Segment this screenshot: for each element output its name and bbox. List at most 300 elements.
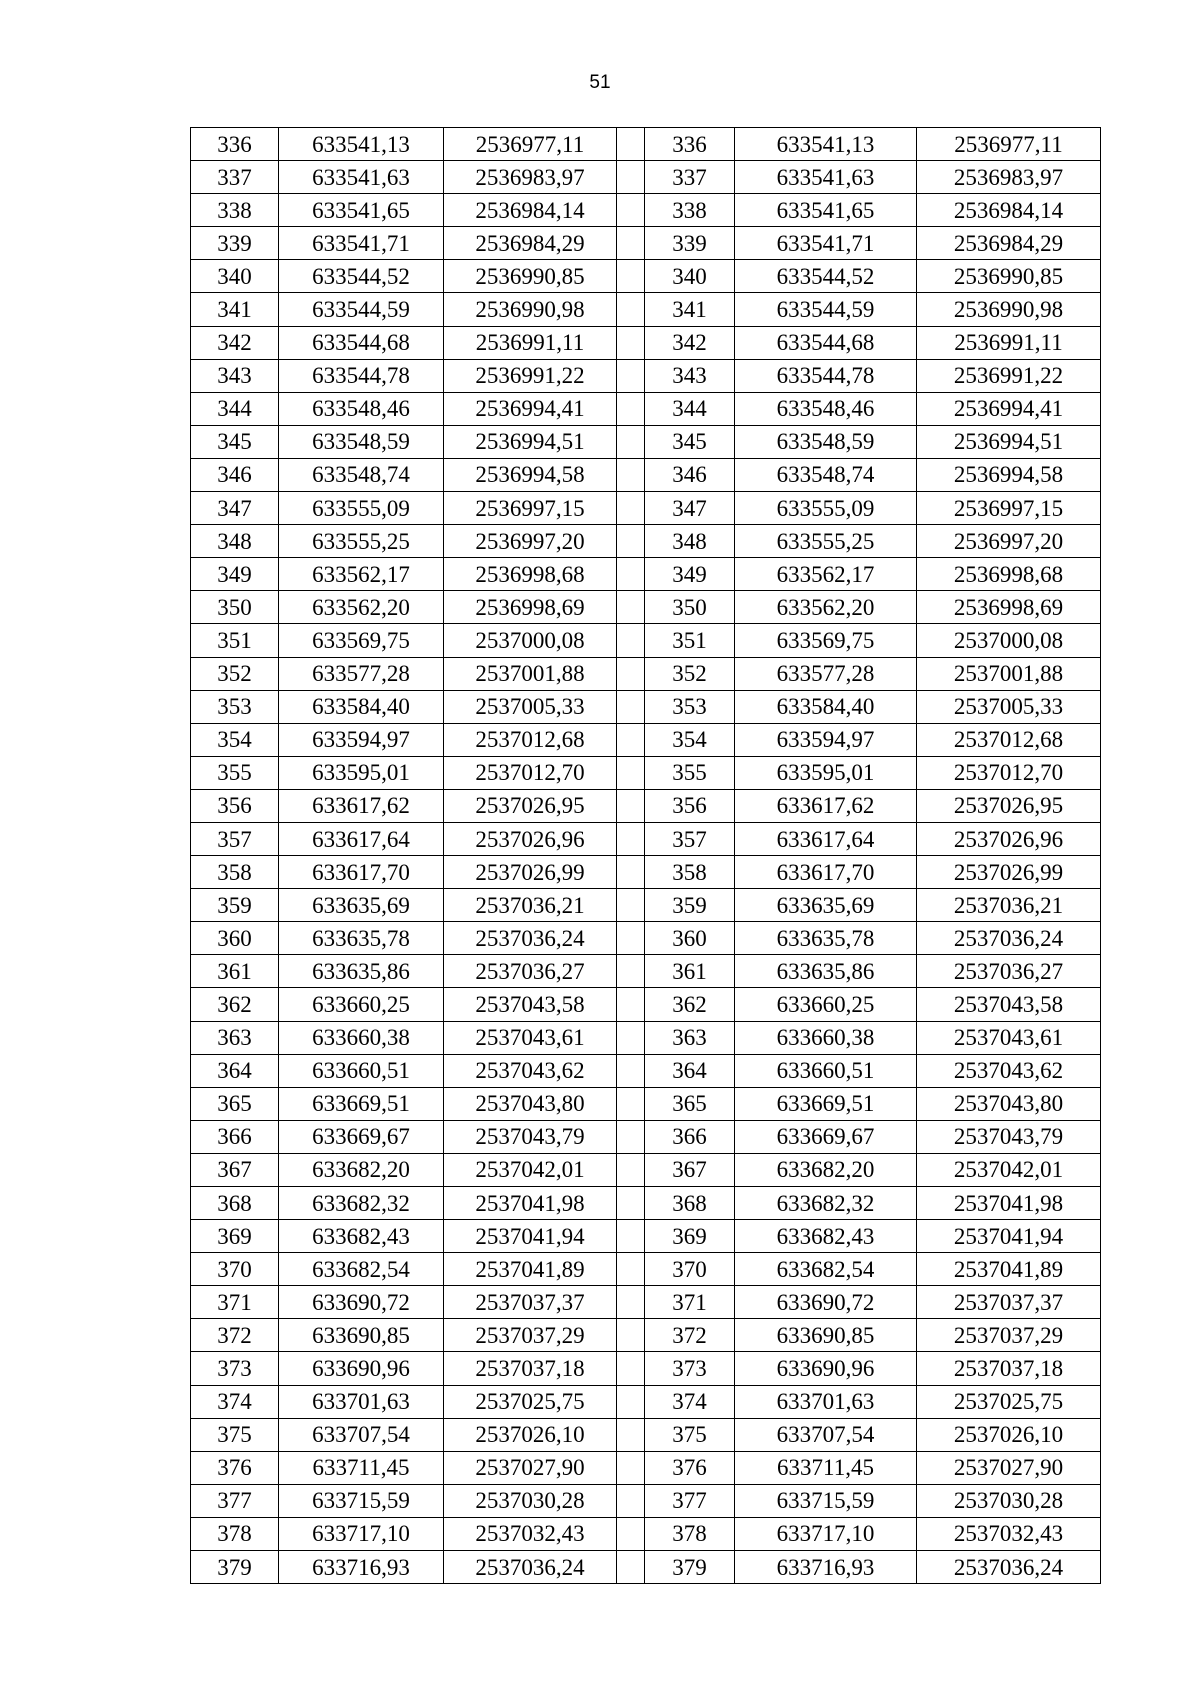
- point-number-left: 371: [191, 1286, 279, 1319]
- x-coordinate-right: 633690,96: [735, 1352, 917, 1385]
- y-coordinate-right: 2536997,15: [917, 492, 1101, 525]
- separator-cell: [617, 1418, 645, 1451]
- x-coordinate-left: 633635,78: [279, 922, 444, 955]
- x-coordinate-right: 633544,78: [735, 359, 917, 392]
- x-coordinate-left: 633555,09: [279, 492, 444, 525]
- y-coordinate-right: 2537026,96: [917, 822, 1101, 855]
- x-coordinate-right: 633660,51: [735, 1054, 917, 1087]
- separator-cell: [617, 1352, 645, 1385]
- y-coordinate-right: 2537012,68: [917, 723, 1101, 756]
- separator-cell: [617, 326, 645, 359]
- y-coordinate-left: 2537032,43: [444, 1517, 617, 1550]
- y-coordinate-left: 2537036,27: [444, 955, 617, 988]
- x-coordinate-left: 633544,68: [279, 326, 444, 359]
- y-coordinate-right: 2537000,08: [917, 624, 1101, 657]
- y-coordinate-left: 2536994,51: [444, 425, 617, 458]
- x-coordinate-left: 633595,01: [279, 756, 444, 789]
- separator-cell: [617, 591, 645, 624]
- separator-cell: [617, 988, 645, 1021]
- y-coordinate-right: 2537036,21: [917, 889, 1101, 922]
- table-row: [191, 1319, 1101, 1352]
- table-row: [191, 1187, 1101, 1220]
- y-coordinate-left: 2537037,29: [444, 1319, 617, 1352]
- x-coordinate-left: 633584,40: [279, 690, 444, 723]
- x-coordinate-left: 633635,69: [279, 889, 444, 922]
- x-coordinate-right: 633617,70: [735, 856, 917, 889]
- table-row: [191, 856, 1101, 889]
- table-row: [191, 492, 1101, 525]
- y-coordinate-left: 2537041,94: [444, 1220, 617, 1253]
- point-number-left: 342: [191, 326, 279, 359]
- x-coordinate-left: 633617,70: [279, 856, 444, 889]
- y-coordinate-left: 2536991,11: [444, 326, 617, 359]
- y-coordinate-left: 2537026,10: [444, 1418, 617, 1451]
- table-row: [191, 425, 1101, 458]
- table-row: [191, 359, 1101, 392]
- table-row: [191, 1120, 1101, 1153]
- x-coordinate-right: 633682,54: [735, 1253, 917, 1286]
- y-coordinate-right: 2537026,99: [917, 856, 1101, 889]
- table-row: [191, 1021, 1101, 1054]
- x-coordinate-left: 633594,97: [279, 723, 444, 756]
- table-row: [191, 1451, 1101, 1484]
- x-coordinate-right: 633716,93: [735, 1551, 917, 1584]
- table-row: [191, 822, 1101, 855]
- table-row: [191, 392, 1101, 425]
- x-coordinate-left: 633635,86: [279, 955, 444, 988]
- y-coordinate-left: 2537030,28: [444, 1484, 617, 1517]
- point-number-left: 348: [191, 525, 279, 558]
- y-coordinate-right: 2537037,29: [917, 1319, 1101, 1352]
- point-number-right: 374: [645, 1385, 735, 1418]
- table-row: [191, 955, 1101, 988]
- y-coordinate-right: 2537043,80: [917, 1087, 1101, 1120]
- separator-cell: [617, 293, 645, 326]
- point-number-left: 341: [191, 293, 279, 326]
- separator-cell: [617, 492, 645, 525]
- x-coordinate-left: 633541,65: [279, 194, 444, 227]
- y-coordinate-right: 2536994,58: [917, 458, 1101, 491]
- x-coordinate-right: 633594,97: [735, 723, 917, 756]
- x-coordinate-left: 633562,20: [279, 591, 444, 624]
- y-coordinate-right: 2537041,89: [917, 1253, 1101, 1286]
- separator-cell: [617, 922, 645, 955]
- y-coordinate-right: 2536991,11: [917, 326, 1101, 359]
- y-coordinate-right: 2537037,18: [917, 1352, 1101, 1385]
- table-row: [191, 161, 1101, 194]
- y-coordinate-right: 2537026,95: [917, 789, 1101, 822]
- x-coordinate-left: 633577,28: [279, 657, 444, 690]
- x-coordinate-left: 633707,54: [279, 1418, 444, 1451]
- x-coordinate-right: 633635,86: [735, 955, 917, 988]
- y-coordinate-left: 2536998,68: [444, 558, 617, 591]
- table-row: [191, 128, 1101, 161]
- y-coordinate-left: 2537000,08: [444, 624, 617, 657]
- y-coordinate-left: 2536990,85: [444, 260, 617, 293]
- coordinates-table: [190, 127, 1101, 1584]
- separator-cell: [617, 723, 645, 756]
- y-coordinate-left: 2536991,22: [444, 359, 617, 392]
- separator-cell: [617, 128, 645, 161]
- point-number-right: 340: [645, 260, 735, 293]
- point-number-left: 372: [191, 1319, 279, 1352]
- x-coordinate-left: 633569,75: [279, 624, 444, 657]
- point-number-left: 345: [191, 425, 279, 458]
- y-coordinate-right: 2537042,01: [917, 1153, 1101, 1186]
- separator-cell: [617, 1385, 645, 1418]
- point-number-left: 339: [191, 227, 279, 260]
- x-coordinate-left: 633669,51: [279, 1087, 444, 1120]
- x-coordinate-left: 633617,64: [279, 822, 444, 855]
- y-coordinate-right: 2536997,20: [917, 525, 1101, 558]
- x-coordinate-left: 633541,13: [279, 128, 444, 161]
- point-number-right: 353: [645, 690, 735, 723]
- point-number-right: 337: [645, 161, 735, 194]
- x-coordinate-left: 633711,45: [279, 1451, 444, 1484]
- table-row: [191, 1054, 1101, 1087]
- x-coordinate-right: 633548,59: [735, 425, 917, 458]
- table-row: [191, 756, 1101, 789]
- separator-cell: [617, 756, 645, 789]
- y-coordinate-left: 2537043,80: [444, 1087, 617, 1120]
- x-coordinate-left: 633541,63: [279, 161, 444, 194]
- point-number-left: 370: [191, 1253, 279, 1286]
- y-coordinate-right: 2537012,70: [917, 756, 1101, 789]
- table-row: [191, 1220, 1101, 1253]
- x-coordinate-right: 633541,65: [735, 194, 917, 227]
- y-coordinate-right: 2536998,69: [917, 591, 1101, 624]
- table-row: [191, 1153, 1101, 1186]
- x-coordinate-left: 633562,17: [279, 558, 444, 591]
- x-coordinate-right: 633595,01: [735, 756, 917, 789]
- table-row: [191, 789, 1101, 822]
- point-number-left: 344: [191, 392, 279, 425]
- y-coordinate-left: 2537025,75: [444, 1385, 617, 1418]
- point-number-left: 349: [191, 558, 279, 591]
- point-number-left: 359: [191, 889, 279, 922]
- x-coordinate-right: 633617,62: [735, 789, 917, 822]
- y-coordinate-left: 2537037,18: [444, 1352, 617, 1385]
- y-coordinate-left: 2537027,90: [444, 1451, 617, 1484]
- table-row: [191, 194, 1101, 227]
- y-coordinate-right: 2537001,88: [917, 657, 1101, 690]
- x-coordinate-left: 633682,32: [279, 1187, 444, 1220]
- x-coordinate-left: 633544,78: [279, 359, 444, 392]
- point-number-right: 370: [645, 1253, 735, 1286]
- x-coordinate-left: 633690,72: [279, 1286, 444, 1319]
- point-number-right: 348: [645, 525, 735, 558]
- x-coordinate-left: 633690,85: [279, 1319, 444, 1352]
- table-row: [191, 525, 1101, 558]
- point-number-left: 368: [191, 1187, 279, 1220]
- x-coordinate-right: 633669,67: [735, 1120, 917, 1153]
- x-coordinate-left: 633682,43: [279, 1220, 444, 1253]
- point-number-right: 361: [645, 955, 735, 988]
- y-coordinate-right: 2537032,43: [917, 1517, 1101, 1550]
- table-row: [191, 1087, 1101, 1120]
- y-coordinate-right: 2537036,24: [917, 922, 1101, 955]
- y-coordinate-left: 2537036,24: [444, 1551, 617, 1584]
- point-number-left: 356: [191, 789, 279, 822]
- x-coordinate-right: 633562,20: [735, 591, 917, 624]
- y-coordinate-left: 2537012,70: [444, 756, 617, 789]
- y-coordinate-right: 2536990,98: [917, 293, 1101, 326]
- y-coordinate-right: 2537026,10: [917, 1418, 1101, 1451]
- point-number-right: 375: [645, 1418, 735, 1451]
- y-coordinate-right: 2537027,90: [917, 1451, 1101, 1484]
- point-number-left: 379: [191, 1551, 279, 1584]
- point-number-right: 339: [645, 227, 735, 260]
- y-coordinate-left: 2536984,14: [444, 194, 617, 227]
- y-coordinate-left: 2537043,58: [444, 988, 617, 1021]
- point-number-right: 371: [645, 1286, 735, 1319]
- x-coordinate-left: 633660,38: [279, 1021, 444, 1054]
- point-number-right: 377: [645, 1484, 735, 1517]
- point-number-left: 337: [191, 161, 279, 194]
- point-number-right: 338: [645, 194, 735, 227]
- x-coordinate-right: 633707,54: [735, 1418, 917, 1451]
- point-number-left: 363: [191, 1021, 279, 1054]
- separator-cell: [617, 1021, 645, 1054]
- y-coordinate-left: 2537042,01: [444, 1153, 617, 1186]
- separator-cell: [617, 1153, 645, 1186]
- table-row: [191, 1418, 1101, 1451]
- point-number-left: 350: [191, 591, 279, 624]
- point-number-right: 342: [645, 326, 735, 359]
- table-row: [191, 690, 1101, 723]
- point-number-right: 379: [645, 1551, 735, 1584]
- y-coordinate-left: 2537012,68: [444, 723, 617, 756]
- separator-cell: [617, 260, 645, 293]
- table-row: [191, 624, 1101, 657]
- table-row: [191, 988, 1101, 1021]
- separator-cell: [617, 1484, 645, 1517]
- table-row: [191, 1385, 1101, 1418]
- table-row: [191, 558, 1101, 591]
- table-row: [191, 922, 1101, 955]
- y-coordinate-left: 2537043,62: [444, 1054, 617, 1087]
- y-coordinate-right: 2537043,58: [917, 988, 1101, 1021]
- separator-cell: [617, 1286, 645, 1319]
- x-coordinate-left: 633682,20: [279, 1153, 444, 1186]
- y-coordinate-left: 2536997,20: [444, 525, 617, 558]
- table-row: [191, 657, 1101, 690]
- x-coordinate-right: 633701,63: [735, 1385, 917, 1418]
- y-coordinate-left: 2536983,97: [444, 161, 617, 194]
- point-number-left: 377: [191, 1484, 279, 1517]
- x-coordinate-right: 633717,10: [735, 1517, 917, 1550]
- y-coordinate-left: 2537037,37: [444, 1286, 617, 1319]
- point-number-left: 352: [191, 657, 279, 690]
- point-number-right: 369: [645, 1220, 735, 1253]
- x-coordinate-left: 633701,63: [279, 1385, 444, 1418]
- point-number-right: 347: [645, 492, 735, 525]
- x-coordinate-right: 633682,32: [735, 1187, 917, 1220]
- x-coordinate-left: 633716,93: [279, 1551, 444, 1584]
- separator-cell: [617, 955, 645, 988]
- y-coordinate-left: 2537026,99: [444, 856, 617, 889]
- point-number-left: 354: [191, 723, 279, 756]
- x-coordinate-left: 633541,71: [279, 227, 444, 260]
- y-coordinate-left: 2537036,24: [444, 922, 617, 955]
- point-number-left: 360: [191, 922, 279, 955]
- x-coordinate-right: 633544,59: [735, 293, 917, 326]
- point-number-left: 366: [191, 1120, 279, 1153]
- point-number-right: 363: [645, 1021, 735, 1054]
- x-coordinate-left: 633682,54: [279, 1253, 444, 1286]
- x-coordinate-right: 633541,63: [735, 161, 917, 194]
- y-coordinate-right: 2536983,97: [917, 161, 1101, 194]
- point-number-right: 356: [645, 789, 735, 822]
- point-number-right: 350: [645, 591, 735, 624]
- point-number-left: 346: [191, 458, 279, 491]
- x-coordinate-right: 633548,46: [735, 392, 917, 425]
- x-coordinate-left: 633544,59: [279, 293, 444, 326]
- x-coordinate-right: 633635,78: [735, 922, 917, 955]
- x-coordinate-left: 633660,51: [279, 1054, 444, 1087]
- point-number-left: 364: [191, 1054, 279, 1087]
- x-coordinate-left: 633555,25: [279, 525, 444, 558]
- point-number-right: 355: [645, 756, 735, 789]
- y-coordinate-right: 2537043,61: [917, 1021, 1101, 1054]
- separator-cell: [617, 392, 645, 425]
- y-coordinate-right: 2536998,68: [917, 558, 1101, 591]
- x-coordinate-left: 633669,67: [279, 1120, 444, 1153]
- point-number-left: 336: [191, 128, 279, 161]
- separator-cell: [617, 458, 645, 491]
- point-number-left: 367: [191, 1153, 279, 1186]
- point-number-left: 358: [191, 856, 279, 889]
- y-coordinate-left: 2536977,11: [444, 128, 617, 161]
- x-coordinate-left: 633717,10: [279, 1517, 444, 1550]
- y-coordinate-left: 2537043,61: [444, 1021, 617, 1054]
- separator-cell: [617, 1551, 645, 1584]
- point-number-left: 347: [191, 492, 279, 525]
- y-coordinate-left: 2537036,21: [444, 889, 617, 922]
- separator-cell: [617, 1054, 645, 1087]
- table-row: [191, 591, 1101, 624]
- y-coordinate-left: 2536994,41: [444, 392, 617, 425]
- x-coordinate-right: 633555,09: [735, 492, 917, 525]
- point-number-right: 351: [645, 624, 735, 657]
- x-coordinate-right: 633682,43: [735, 1220, 917, 1253]
- table-row: [191, 260, 1101, 293]
- y-coordinate-right: 2536990,85: [917, 260, 1101, 293]
- table-row: [191, 1517, 1101, 1550]
- point-number-right: 336: [645, 128, 735, 161]
- y-coordinate-right: 2537041,98: [917, 1187, 1101, 1220]
- coordinates-table-body: [191, 128, 1101, 1584]
- page-number: 51: [589, 72, 611, 93]
- y-coordinate-left: 2537043,79: [444, 1120, 617, 1153]
- point-number-right: 366: [645, 1120, 735, 1153]
- y-coordinate-right: 2537025,75: [917, 1385, 1101, 1418]
- separator-cell: [617, 161, 645, 194]
- y-coordinate-right: 2536984,29: [917, 227, 1101, 260]
- point-number-left: 378: [191, 1517, 279, 1550]
- point-number-left: 375: [191, 1418, 279, 1451]
- point-number-left: 362: [191, 988, 279, 1021]
- x-coordinate-right: 633562,17: [735, 558, 917, 591]
- point-number-right: 373: [645, 1352, 735, 1385]
- y-coordinate-right: 2536991,22: [917, 359, 1101, 392]
- table-row: [191, 326, 1101, 359]
- point-number-left: 355: [191, 756, 279, 789]
- y-coordinate-left: 2537005,33: [444, 690, 617, 723]
- separator-cell: [617, 1451, 645, 1484]
- x-coordinate-left: 633548,74: [279, 458, 444, 491]
- separator-cell: [617, 425, 645, 458]
- y-coordinate-right: 2536994,51: [917, 425, 1101, 458]
- y-coordinate-left: 2536998,69: [444, 591, 617, 624]
- table-row: [191, 458, 1101, 491]
- x-coordinate-right: 633690,85: [735, 1319, 917, 1352]
- y-coordinate-left: 2537026,96: [444, 822, 617, 855]
- y-coordinate-left: 2537041,98: [444, 1187, 617, 1220]
- point-number-right: 372: [645, 1319, 735, 1352]
- y-coordinate-right: 2537043,79: [917, 1120, 1101, 1153]
- x-coordinate-right: 633682,20: [735, 1153, 917, 1186]
- x-coordinate-right: 633584,40: [735, 690, 917, 723]
- x-coordinate-right: 633669,51: [735, 1087, 917, 1120]
- point-number-right: 368: [645, 1187, 735, 1220]
- point-number-left: 351: [191, 624, 279, 657]
- y-coordinate-right: 2537043,62: [917, 1054, 1101, 1087]
- point-number-left: 369: [191, 1220, 279, 1253]
- separator-cell: [617, 822, 645, 855]
- separator-cell: [617, 558, 645, 591]
- point-number-right: 360: [645, 922, 735, 955]
- x-coordinate-right: 633660,38: [735, 1021, 917, 1054]
- separator-cell: [617, 227, 645, 260]
- y-coordinate-left: 2536990,98: [444, 293, 617, 326]
- point-number-right: 346: [645, 458, 735, 491]
- point-number-left: 357: [191, 822, 279, 855]
- table-row: [191, 889, 1101, 922]
- point-number-right: 367: [645, 1153, 735, 1186]
- point-number-right: 358: [645, 856, 735, 889]
- y-coordinate-left: 2537001,88: [444, 657, 617, 690]
- x-coordinate-left: 633548,46: [279, 392, 444, 425]
- table-row: [191, 1253, 1101, 1286]
- y-coordinate-right: 2537036,24: [917, 1551, 1101, 1584]
- separator-cell: [617, 1253, 645, 1286]
- separator-cell: [617, 525, 645, 558]
- x-coordinate-right: 633569,75: [735, 624, 917, 657]
- separator-cell: [617, 1319, 645, 1352]
- x-coordinate-right: 633541,71: [735, 227, 917, 260]
- x-coordinate-left: 633617,62: [279, 789, 444, 822]
- x-coordinate-right: 633635,69: [735, 889, 917, 922]
- y-coordinate-left: 2536997,15: [444, 492, 617, 525]
- y-coordinate-right: 2537037,37: [917, 1286, 1101, 1319]
- separator-cell: [617, 889, 645, 922]
- table-row: [191, 1484, 1101, 1517]
- y-coordinate-right: 2537005,33: [917, 690, 1101, 723]
- point-number-right: 364: [645, 1054, 735, 1087]
- table-row: [191, 1551, 1101, 1584]
- point-number-right: 349: [645, 558, 735, 591]
- x-coordinate-right: 633544,52: [735, 260, 917, 293]
- separator-cell: [617, 194, 645, 227]
- y-coordinate-right: 2536984,14: [917, 194, 1101, 227]
- point-number-right: 378: [645, 1517, 735, 1550]
- x-coordinate-left: 633715,59: [279, 1484, 444, 1517]
- x-coordinate-right: 633555,25: [735, 525, 917, 558]
- separator-cell: [617, 1120, 645, 1153]
- x-coordinate-left: 633544,52: [279, 260, 444, 293]
- table-row: [191, 1352, 1101, 1385]
